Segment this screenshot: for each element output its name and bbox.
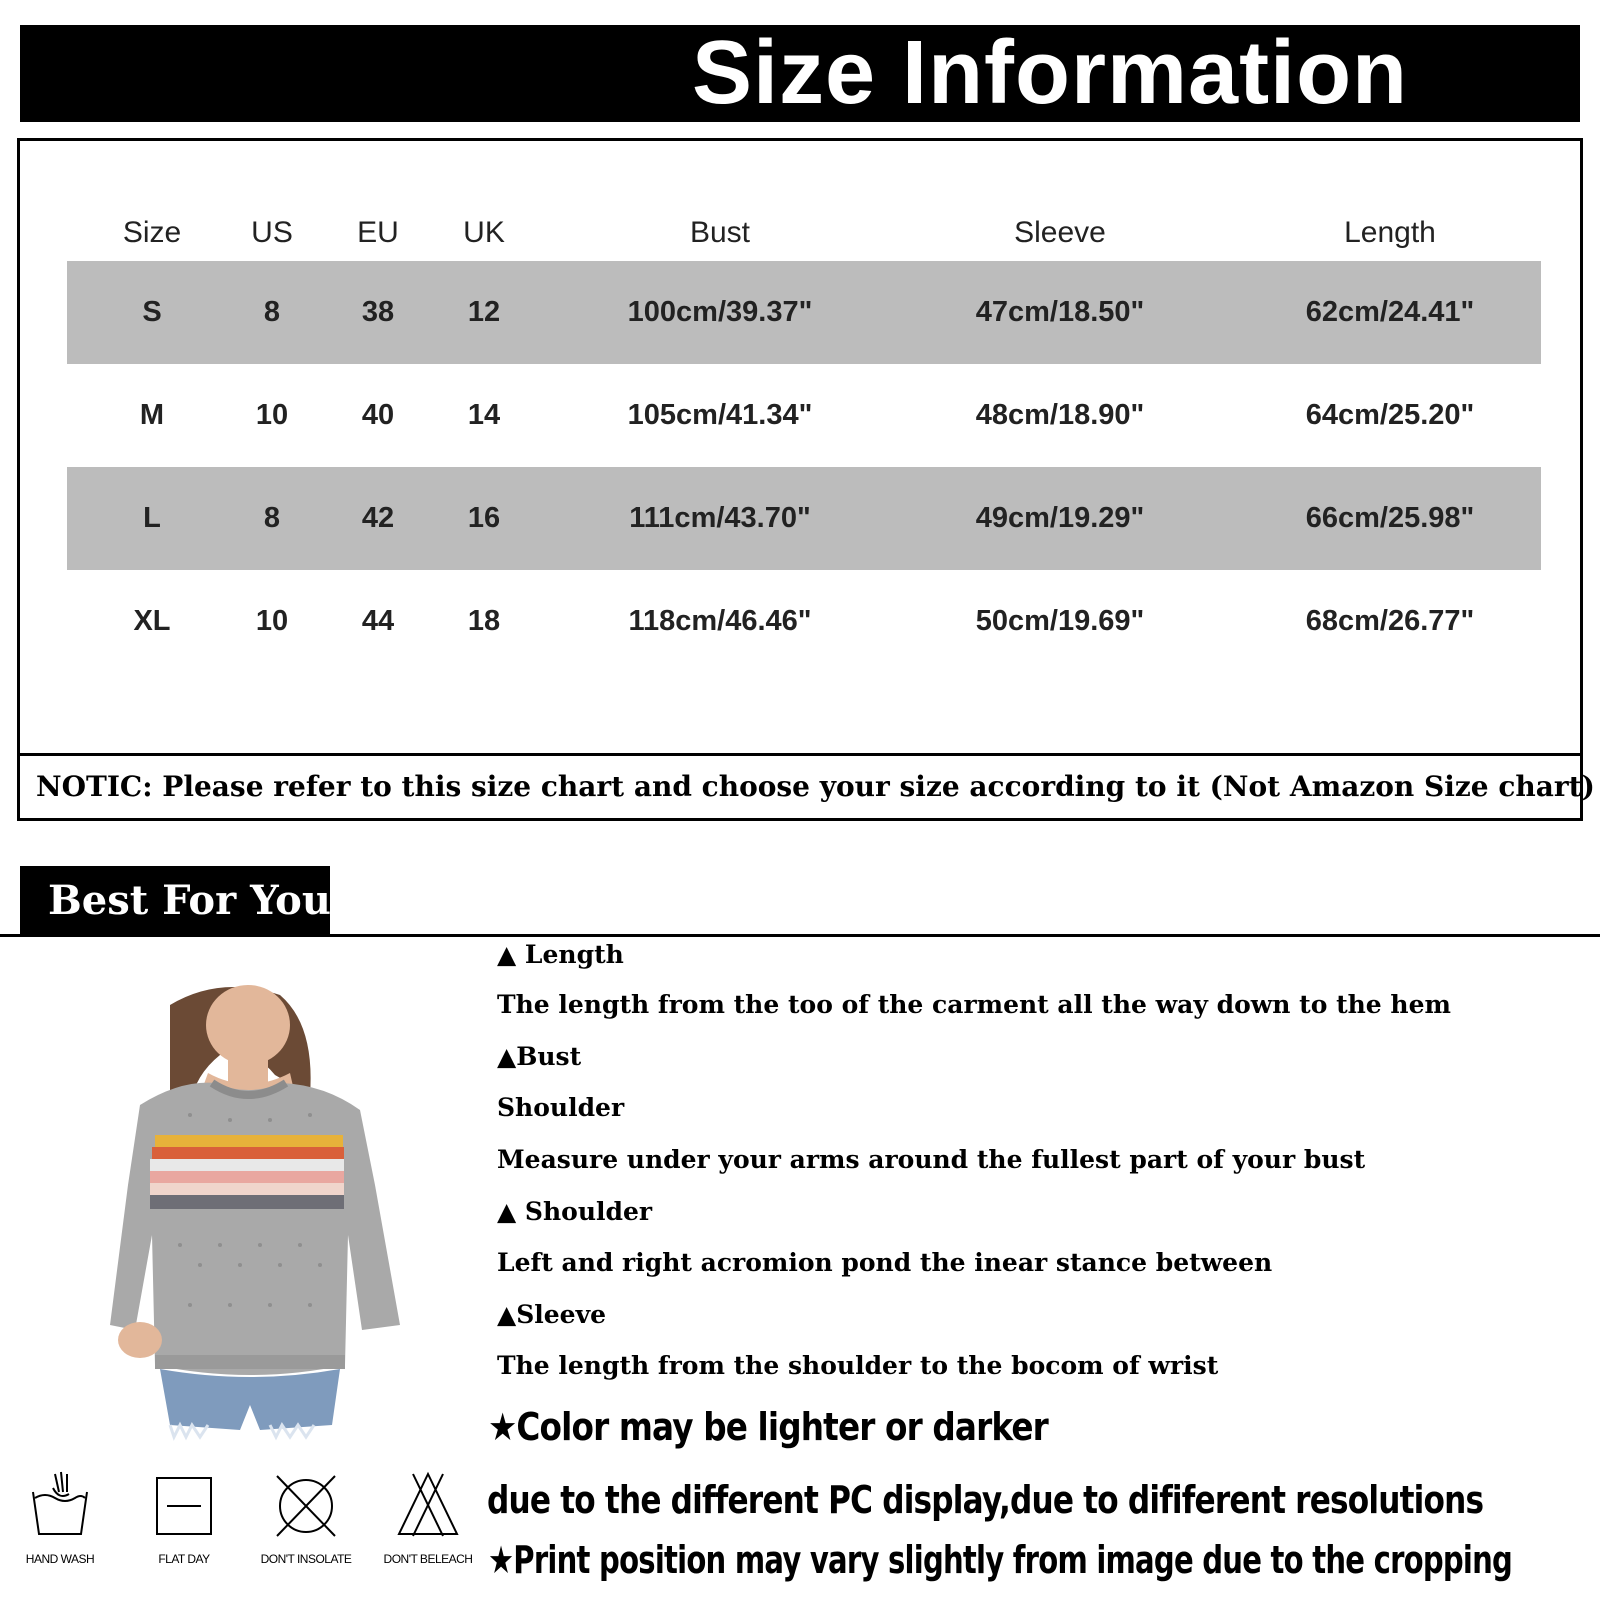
care-label: FLAT DAY xyxy=(158,1552,210,1566)
cell-bust: 111cm/43.70" xyxy=(629,502,811,534)
col-header-us: US xyxy=(251,216,293,249)
care-label: HAND WASH xyxy=(25,1552,95,1566)
table-row xyxy=(67,570,1541,673)
cell-eu: 42 xyxy=(361,502,395,534)
desc-sleeve-heading: ▲Sleeve xyxy=(497,1300,607,1329)
col-header-length: Length xyxy=(1344,216,1436,249)
product-photo xyxy=(100,985,410,1445)
flat-dry-icon xyxy=(149,1470,219,1540)
title-bar xyxy=(20,25,1580,122)
col-header-uk: UK xyxy=(463,216,505,249)
cell-bust: 100cm/39.37" xyxy=(627,296,813,328)
cell-us: 8 xyxy=(263,502,281,534)
size-notice: NOTIC: Please refer to this size chart and choose your size according to it (Not Amazon Size chart) xyxy=(36,770,1595,803)
desc-bust-text: Measure under your arms around the fullest part of your bust xyxy=(497,1145,1366,1174)
cell-sleeve: 47cm/18.50" xyxy=(975,296,1145,328)
table-row xyxy=(67,467,1541,570)
cell-bust: 118cm/46.46" xyxy=(628,605,812,637)
col-header-sleeve: Sleeve xyxy=(1014,216,1106,249)
cell-us: 8 xyxy=(263,296,281,328)
cell-eu: 40 xyxy=(361,399,395,431)
cell-bust: 105cm/41.34" xyxy=(627,399,813,431)
care-flat-dry xyxy=(124,1470,244,1566)
desc-bust-heading: ▲Bust xyxy=(497,1042,582,1071)
desc-sleeve-text: The length from the shoulder to the bocom of wrist xyxy=(497,1351,1219,1380)
cell-sleeve: 49cm/19.29" xyxy=(975,502,1145,534)
size-chart xyxy=(17,138,1595,821)
care-label: DON'T BELEACH xyxy=(383,1552,473,1566)
page-title: Size Information xyxy=(691,23,1409,123)
hand-wash-icon xyxy=(25,1470,95,1540)
desc-length-text: The length from the too of the carment all the way down to the hem xyxy=(497,990,1451,1019)
desc-length-heading: ▲ Length xyxy=(497,940,624,969)
col-header-eu: EU xyxy=(357,216,399,249)
cell-uk: 18 xyxy=(467,605,501,637)
cell-uk: 16 xyxy=(467,502,501,534)
do-not-bleach-icon xyxy=(393,1470,463,1540)
do-not-tumble-dry-icon xyxy=(271,1470,341,1540)
cell-us: 10 xyxy=(255,399,289,431)
care-hand-wash xyxy=(0,1470,120,1566)
cell-sleeve: 50cm/19.69" xyxy=(975,605,1145,637)
desc-shoulder-heading: ▲ Shoulder xyxy=(497,1197,653,1226)
cell-uk: 14 xyxy=(467,399,501,431)
cell-length: 64cm/25.20" xyxy=(1305,399,1475,431)
cell-length: 66cm/25.98" xyxy=(1305,502,1475,534)
cell-size: M xyxy=(139,399,165,431)
cell-eu: 44 xyxy=(361,605,395,637)
desc-shoulder-label: Shoulder xyxy=(497,1093,625,1122)
cell-length: 62cm/24.41" xyxy=(1305,296,1475,328)
note-print-position: ★Print position may vary slightly from image due to the cropping xyxy=(488,1538,1513,1582)
cell-uk: 12 xyxy=(467,296,501,328)
cell-eu: 38 xyxy=(361,296,395,328)
table-header-row xyxy=(20,213,1580,253)
table-row xyxy=(67,261,1541,364)
note-color: ★Color may be lighter or darker xyxy=(488,1405,1048,1449)
care-dont-insolate xyxy=(246,1470,366,1566)
section-divider xyxy=(0,934,1600,937)
cell-size: XL xyxy=(133,605,171,637)
cell-length: 68cm/26.77" xyxy=(1305,605,1475,637)
best-for-you-tab: Best For You xyxy=(20,866,330,936)
cell-us: 10 xyxy=(255,605,289,637)
cell-size: L xyxy=(143,502,161,534)
care-dont-bleach xyxy=(368,1470,488,1566)
cell-size: S xyxy=(142,296,162,328)
col-header-size: Size xyxy=(122,216,182,249)
table-row xyxy=(67,364,1541,467)
desc-shoulder-text: Left and right acromion pond the inear stance between xyxy=(497,1248,1273,1277)
cell-sleeve: 48cm/18.90" xyxy=(975,399,1145,431)
col-header-bust: Bust xyxy=(689,216,751,249)
note-display: due to the different PC display,due to dififerent resolutions xyxy=(487,1478,1484,1522)
care-label: DON'T INSOLATE xyxy=(260,1552,352,1566)
